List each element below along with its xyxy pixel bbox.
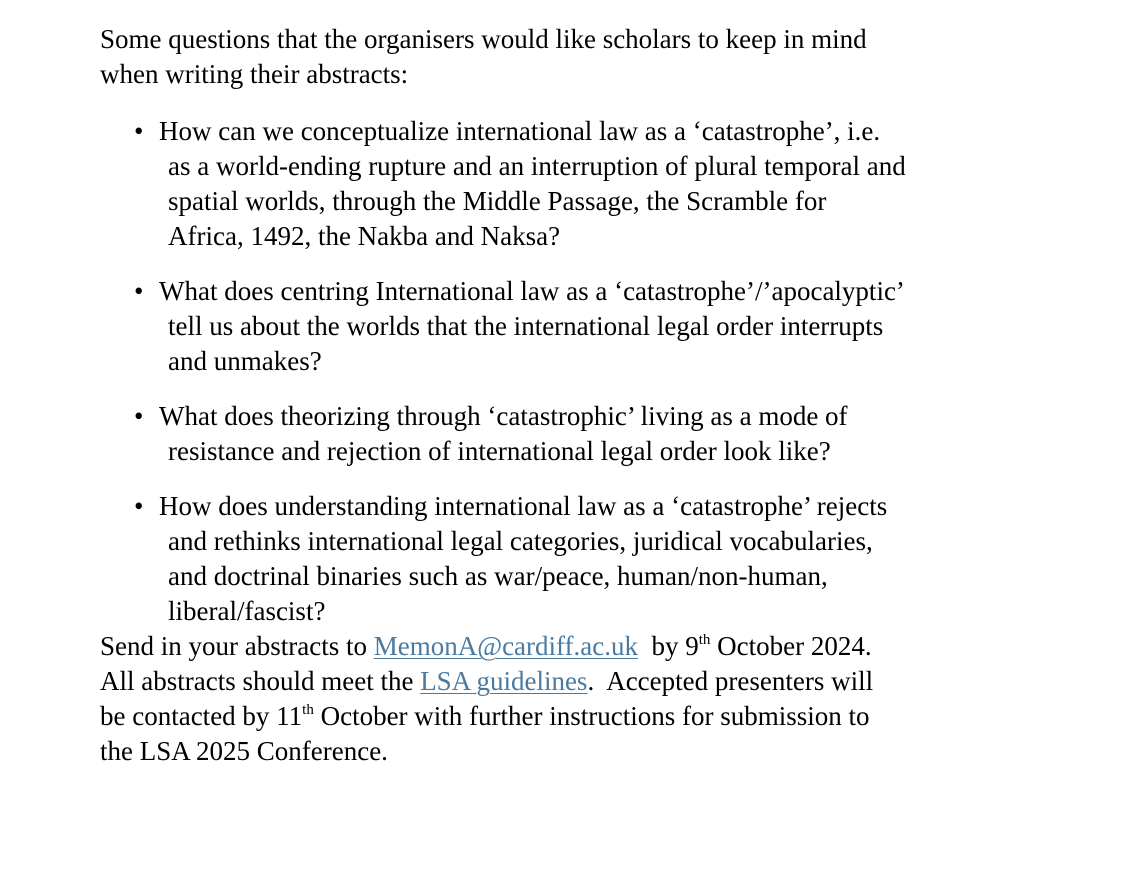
send-by: by 9: [638, 631, 699, 661]
send-prefix: Send in your abstracts to: [100, 631, 374, 661]
contact-line: [100, 699, 1060, 734]
guidelines-line: [100, 664, 1060, 699]
question-4-line-3: and doctrinal binaries such as war/peace, human/non-human,: [168, 561, 828, 591]
email-link[interactable]: MemonA@cardiff.ac.uk: [373, 631, 638, 661]
send-line: [100, 629, 1060, 664]
question-4-line-2: and rethinks international legal categories, juridical vocabularies,: [168, 526, 873, 556]
bullet-icon: •: [134, 491, 144, 521]
list-item: [100, 399, 1060, 469]
send-date: October 2024.: [710, 631, 872, 661]
lsa-guidelines-link[interactable]: LSA guidelines: [420, 666, 588, 696]
contact-prefix: be contacted by 11: [100, 701, 303, 731]
question-3-continuation: [159, 434, 1060, 469]
question-1-line-3: spatial worlds, through the Middle Passage, the Scramble for: [168, 186, 827, 216]
questions-list: [100, 114, 1060, 629]
question-2-continuation: [159, 309, 1060, 379]
guidelines-prefix: All abstracts should meet the: [100, 666, 421, 696]
question-4-continuation: [159, 524, 1060, 629]
send-by-superscript: th: [698, 632, 711, 648]
question-1-line-2: as a world-ending rupture and an interruption of plural temporal and: [168, 151, 906, 181]
last-line: the LSA 2025 Conference.: [100, 736, 388, 766]
question-3-line-1: What does theorizing through ‘catastrophic’ living as a mode of: [159, 401, 848, 431]
bullet-icon: •: [134, 401, 144, 431]
document-body: [100, 22, 1060, 769]
intro-line-2: when writing their abstracts:: [100, 59, 409, 89]
question-4-line-1: How does understanding international law as a ‘catastrophe’ rejects: [159, 491, 888, 521]
question-1-continuation: [159, 149, 1060, 254]
closing-paragraph: [100, 629, 1060, 769]
bullet-icon: •: [134, 116, 144, 146]
contact-suffix: October with further instructions for submission to: [313, 701, 870, 731]
guidelines-suffix: . Accepted presenters will: [587, 666, 874, 696]
question-2-line-2: tell us about the worlds that the international legal order interrupts: [168, 311, 884, 341]
question-4-line-4: liberal/fascist?: [168, 596, 326, 626]
intro-line-1: Some questions that the organisers would like scholars to keep in mind: [100, 24, 867, 54]
question-1-line-1: How can we conceptualize international law as a ‘catastrophe’, i.e.: [159, 116, 881, 146]
contact-superscript: th: [302, 702, 314, 718]
list-item: [100, 489, 1060, 629]
question-2-line-3: and unmakes?: [168, 346, 322, 376]
intro-paragraph: [100, 22, 1060, 92]
question-2-line-1: What does centring International law as a ‘catastrophe’/’apocalyptic’: [159, 276, 905, 306]
bullet-icon: •: [134, 276, 144, 306]
list-item: [100, 274, 1060, 379]
question-3-line-2: resistance and rejection of international legal order look like?: [168, 436, 831, 466]
list-item: [100, 114, 1060, 254]
question-1-line-4: Africa, 1492, the Nakba and Naksa?: [168, 221, 561, 251]
